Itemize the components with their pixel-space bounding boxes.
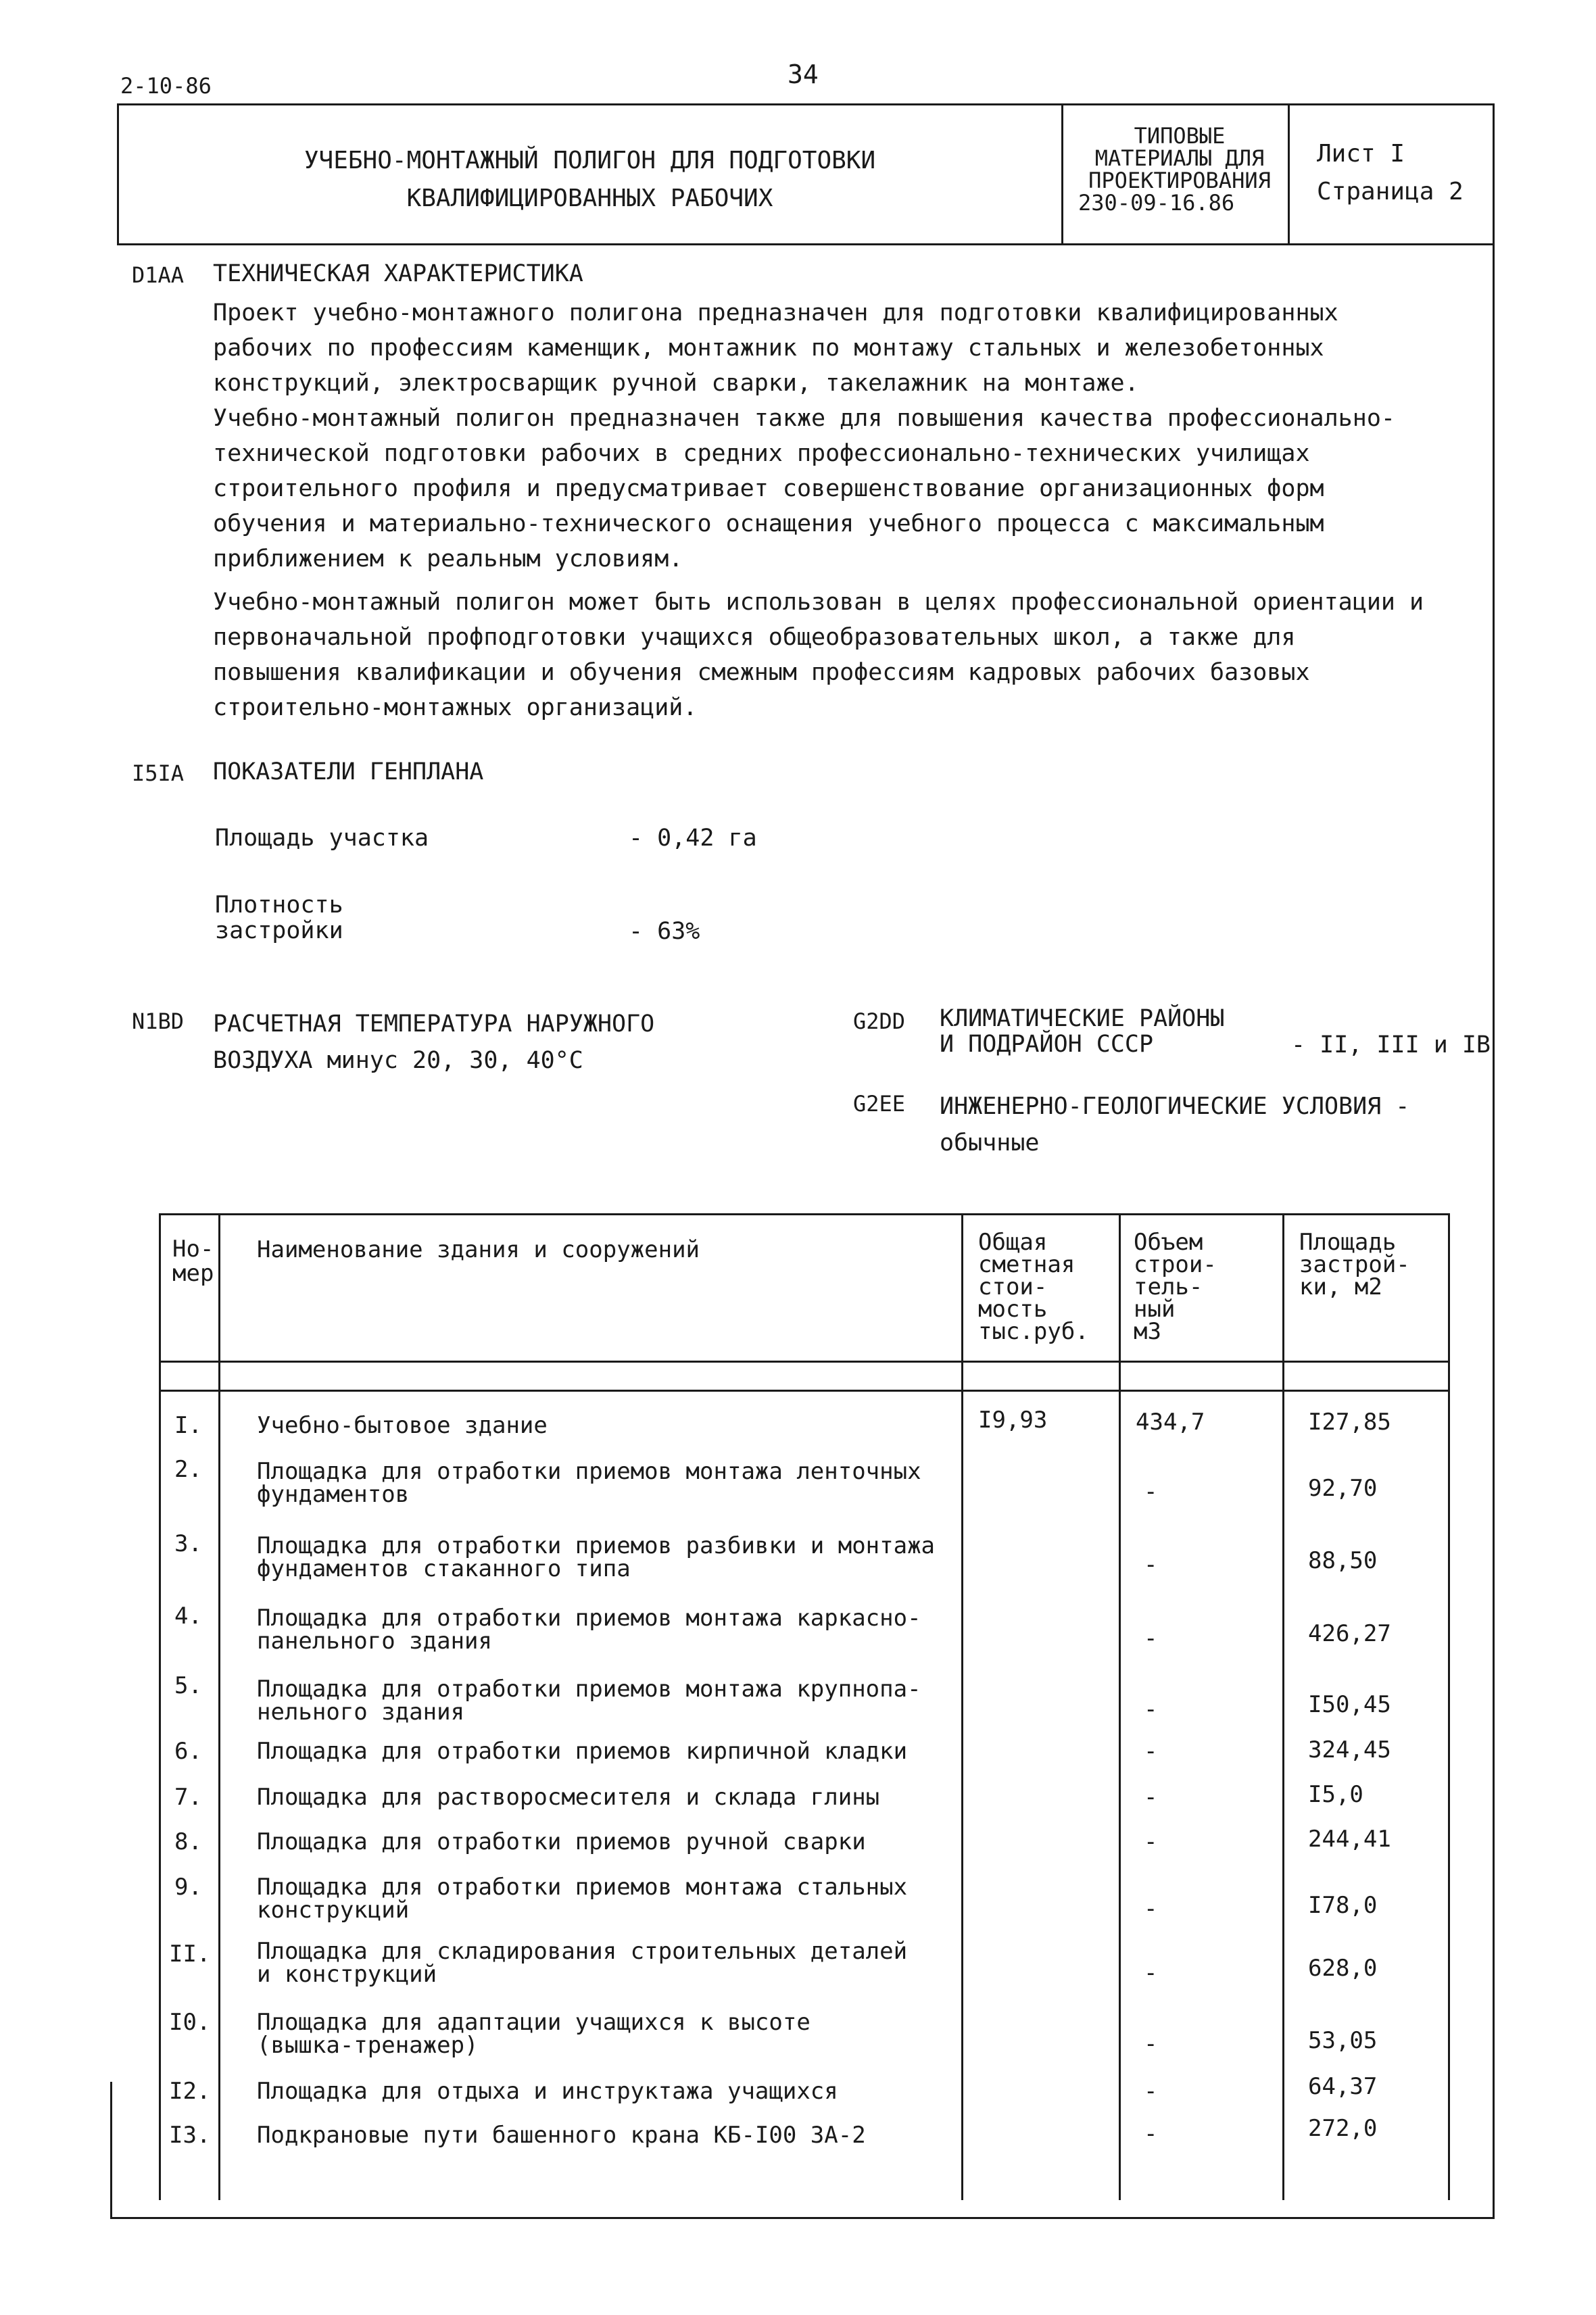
row-volume: - xyxy=(1144,2120,1158,2147)
density-label xyxy=(215,892,343,944)
climate-line1: КЛИМАТИЧЕСКИЕ РАЙОНЫ xyxy=(940,1005,1225,1032)
row-name-line1: Площадка для отработки приемов монтажа крупнопа- xyxy=(257,1676,921,1703)
table-top-line xyxy=(159,1213,1450,1215)
geology-block xyxy=(940,1088,1409,1161)
sheet-label: Лист I xyxy=(1317,140,1405,168)
series-line2: МАТЕРИАЛЫ ДЛЯ xyxy=(1094,145,1265,171)
section-code-tech: D1AA xyxy=(132,262,185,288)
row-name: Площадка для отдыха и инструктажа учащихся xyxy=(257,2078,838,2105)
header-cost-line4: мость xyxy=(978,1296,1048,1323)
series-line4: 230-09-16.86 xyxy=(1078,190,1235,216)
header-cost-line5: тыс.руб. xyxy=(978,1318,1089,1345)
density-label-line1: Плотность xyxy=(215,892,343,919)
header-name: Наименование здания и сооружений xyxy=(257,1236,700,1263)
section-code-genplan: I5IA xyxy=(132,760,185,786)
header-number-line1: Но- xyxy=(172,1236,214,1263)
row-number: 9. xyxy=(174,1874,202,1901)
row-name: Площадка для отработки приемов кирпичной кладки xyxy=(257,1738,908,1765)
header-volume-line1: Объем xyxy=(1134,1229,1203,1256)
row-area: 88,50 xyxy=(1308,1547,1378,1574)
frame-right xyxy=(1493,103,1495,2219)
row-area: I78,0 xyxy=(1308,1892,1378,1919)
row-name-line1: Площадка для складирования строительных деталей xyxy=(257,1938,908,1965)
row-area: I50,45 xyxy=(1308,1691,1391,1718)
header-divider-2 xyxy=(1288,103,1290,245)
row-number: 3. xyxy=(174,1530,202,1557)
header-volume-line5: м3 xyxy=(1134,1318,1161,1345)
header-title-line1: УЧЕБНО-МОНТАЖНЫЙ ПОЛИГОН ДЛЯ ПОДГОТОВКИ xyxy=(304,147,876,174)
header-title-line2: КВАЛИФИЦИРОВАННЫХ РАБОЧИХ xyxy=(406,185,773,212)
density-value: - 63% xyxy=(629,918,700,945)
table-col-line-5 xyxy=(1448,1213,1450,2200)
geology-line2: обычные xyxy=(940,1129,1040,1156)
header-cost-line3: стои- xyxy=(978,1273,1048,1300)
area-value: - 0,42 га xyxy=(629,825,757,852)
row-number: 5. xyxy=(174,1672,202,1699)
tech-heading: ТЕХНИЧЕСКАЯ ХАРАКТЕРИСТИКА xyxy=(213,260,583,287)
genplan-heading: ПОКАЗАТЕЛИ ГЕНПЛАНА xyxy=(213,758,484,785)
temperature-line2: ВОЗДУХА минус 20, 30, 40°С xyxy=(213,1047,583,1074)
section-code-climate: G2DD xyxy=(853,1008,906,1034)
row-name-line2: панельного здания xyxy=(257,1628,492,1655)
header-volume-line2: строи- xyxy=(1134,1251,1217,1278)
row-name-line1: Площадка для адаптации учащихся к высоте xyxy=(257,2009,811,2036)
header-area-line1: Площадь xyxy=(1299,1229,1397,1256)
row-name xyxy=(257,1940,907,1986)
series-line3: ПРОЕКТИРОВАНИЯ xyxy=(1088,168,1271,193)
row-number: I0. xyxy=(169,2009,211,2036)
series-line1: ТИПОВЫЕ xyxy=(1134,123,1226,149)
row-area: 244,41 xyxy=(1308,1826,1391,1853)
row-name xyxy=(257,1876,907,1922)
row-name-line2: конструкций xyxy=(257,1897,410,1924)
row-name-line1: Площадка для отработки приемов монтажа стальных xyxy=(257,1874,908,1901)
header-title xyxy=(122,142,1058,218)
temperature-block xyxy=(213,1006,654,1079)
row-volume: 434,7 xyxy=(1136,1409,1205,1436)
page-number: 34 xyxy=(788,59,819,89)
table-header-bottom-line xyxy=(159,1361,1450,1363)
row-area: 426,27 xyxy=(1308,1620,1391,1647)
row-number: 7. xyxy=(174,1784,202,1811)
row-number: 6. xyxy=(174,1738,202,1765)
climate-line2: И ПОДРАЙОН СССР xyxy=(940,1031,1154,1058)
climate-block xyxy=(940,1006,1224,1057)
row-name xyxy=(257,1678,921,1724)
header-area-line3: ки, м2 xyxy=(1299,1273,1382,1300)
row-name-line1: Площадка для отработки приемов монтажа ленточных xyxy=(257,1458,921,1485)
row-area: 628,0 xyxy=(1308,1955,1378,1982)
header-area-line2: застрой- xyxy=(1299,1251,1410,1278)
row-volume: - xyxy=(1144,1625,1158,1652)
row-name-line2: фундаментов стаканного типа xyxy=(257,1555,631,1582)
row-number: II. xyxy=(169,1941,211,1968)
row-name: Подкрановые пути башенного крана КБ-I00 3А-2 xyxy=(257,2122,866,2149)
table-col-line-3 xyxy=(1119,1213,1121,2200)
row-volume: - xyxy=(1144,1959,1158,1987)
row-name-line1: Площадка для отработки приемов монтажа каркасно- xyxy=(257,1605,921,1632)
header-divider-1 xyxy=(1061,103,1063,245)
series-block xyxy=(1078,125,1281,214)
row-number: I2. xyxy=(169,2078,211,2105)
row-name: Площадка для отработки приемов ручной сварки xyxy=(257,1828,866,1855)
table-col-line-2 xyxy=(961,1213,963,2200)
row-name-line2: (вышка-тренажер) xyxy=(257,2032,479,2059)
row-volume: - xyxy=(1144,1784,1158,1811)
header-cost xyxy=(978,1229,1089,1345)
frame-bottom xyxy=(110,2217,1495,2219)
header-volume xyxy=(1134,1229,1217,1345)
row-number: 8. xyxy=(174,1828,202,1855)
row-volume: - xyxy=(1144,1828,1158,1855)
header-number-line2: мер xyxy=(172,1260,214,1287)
header-cost-line1: Общая xyxy=(978,1229,1048,1256)
header-volume-line4: ный xyxy=(1134,1296,1176,1323)
row-cost: I9,93 xyxy=(978,1407,1048,1434)
row-volume: - xyxy=(1144,2030,1158,2057)
density-label-line2: застройки xyxy=(215,917,343,944)
row-area: 324,45 xyxy=(1308,1736,1391,1763)
row-volume: - xyxy=(1144,1895,1158,1922)
row-number: I. xyxy=(174,1412,202,1439)
row-number: 2. xyxy=(174,1456,202,1483)
row-name xyxy=(257,1460,921,1506)
row-area: 92,70 xyxy=(1308,1475,1378,1502)
row-volume: - xyxy=(1144,1696,1158,1723)
row-name-line1: Площадка для отработки приемов разбивки и монтажа xyxy=(257,1532,936,1559)
section-code-geology: G2EE xyxy=(853,1091,906,1117)
row-name-line2: и конструкций xyxy=(257,1961,437,1988)
header-number xyxy=(172,1237,214,1286)
header-cost-line2: сметная xyxy=(978,1251,1075,1278)
row-volume: - xyxy=(1144,1551,1158,1578)
frame-left-top xyxy=(117,103,119,245)
table-col-line-4 xyxy=(1282,1213,1284,2200)
row-area: I27,85 xyxy=(1308,1409,1391,1436)
page-label: Страница 2 xyxy=(1317,178,1464,205)
doc-code: 2-10-86 xyxy=(120,73,212,99)
row-name: Учебно-бытовое здание xyxy=(257,1412,548,1439)
header-volume-line3: тель- xyxy=(1134,1273,1203,1300)
geology-line1: ИНЖЕНЕРНО-ГЕОЛОГИЧЕСКИЕ УСЛОВИЯ - xyxy=(940,1093,1410,1120)
row-name-line2: фундаментов xyxy=(257,1481,410,1508)
row-name xyxy=(257,2011,811,2057)
table-col-line-1 xyxy=(218,1213,220,2200)
row-name: Площадка для растворосмесителя и склада глины xyxy=(257,1784,880,1811)
row-number: I3. xyxy=(169,2122,211,2149)
temperature-line1: РАСЧЕТНАЯ ТЕМПЕРАТУРА НАРУЖНОГО xyxy=(213,1010,655,1038)
row-volume: - xyxy=(1144,2078,1158,2105)
section-code-temperature: N1BD xyxy=(132,1008,185,1034)
climate-value: - II, III и IB xyxy=(1291,1031,1491,1058)
row-area: 53,05 xyxy=(1308,2027,1378,2054)
frame-left-bottom xyxy=(110,2082,112,2219)
row-name xyxy=(257,1534,935,1580)
tech-paragraph-3: Учебно-монтажный полигон может быть использован в целях профессиональной ориентации и первоначальной профподготовки учащихся общеобразовательных школ, а также для повышения квалификации и обучения смежным профессиям кадровых рабочих базовых строительно-монтажных организаций. xyxy=(213,589,1424,721)
row-area: I5,0 xyxy=(1308,1781,1363,1808)
tech-paragraph-2: Учебно-монтажный полигон предназначен также для повышения качества профессионально-технической подготовки рабочих в средних профессионально-технических училищах строительного профиля и предусматривает совершенствование организационных форм обучения и материально-технического оснащения учебного процесса с максимальным приближением к реальным условиям. xyxy=(213,405,1395,572)
row-number: 4. xyxy=(174,1603,202,1630)
row-volume: - xyxy=(1144,1478,1158,1505)
row-area: 64,37 xyxy=(1308,2073,1378,2100)
row-name xyxy=(257,1607,921,1653)
area-label: Площадь участка xyxy=(215,825,429,852)
header-area xyxy=(1299,1229,1410,1300)
table-col-line-0 xyxy=(159,1213,161,2200)
table-body-top-line xyxy=(159,1390,1450,1392)
row-name-line2: нельного здания xyxy=(257,1699,465,1726)
row-volume: - xyxy=(1144,1738,1158,1765)
sheet-block xyxy=(1317,135,1464,211)
tech-paragraph-1: Проект учебно-монтажного полигона предназначен для подготовки квалифицированных рабочих по профессиям каменщик, монтажник по монтажу стальных и железобетонных конструкций, электросварщик ручной сварки, такелажник на монтаже. xyxy=(213,299,1338,397)
row-area: 272,0 xyxy=(1308,2115,1378,2142)
